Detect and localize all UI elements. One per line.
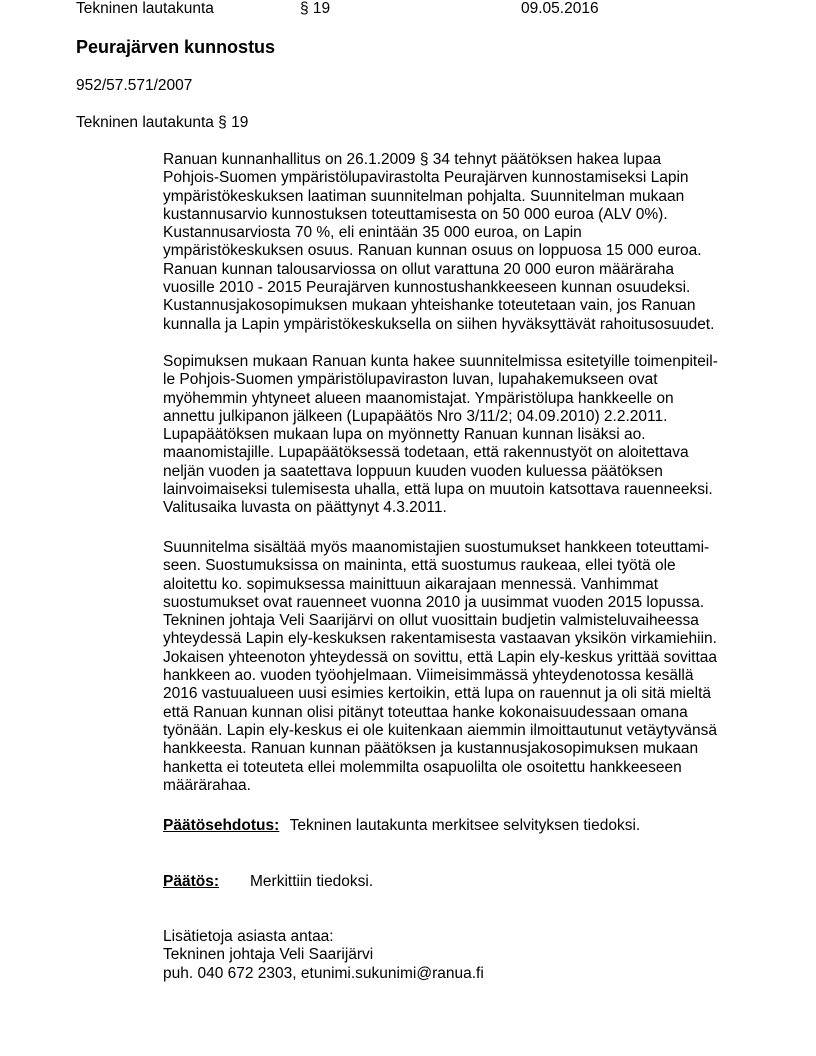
contact-line: puh. 040 672 2303, etunimi.sukunimi@ranua.fi [163, 964, 484, 982]
header-date: 09.05.2016 [521, 0, 599, 17]
decision [163, 873, 219, 891]
paragraph-line: ympäristökeskuksen osuus. Ranuan kunnan osuus on loppuosa 15 000 euroa. [163, 242, 702, 260]
paragraph-line: työnään. Lapin ely-keskus ei ole kuitenkaan aiemmin ilmoittautunut vetäytyvänsä [163, 721, 718, 739]
paragraph-line: Valitusaika luvasta on päättynyt 4.3.2011. [163, 499, 447, 517]
paragraph-1 [163, 151, 714, 334]
paragraph-line: Sopimuksen mukaan Ranuan kunta hakee suunnitelmissa esitetyille toimenpiteil- [163, 353, 718, 370]
paragraph-line: Pohjois-Suomen ympäristölupavirastolta Peurajärven kunnostamiseksi Lapin [163, 169, 689, 187]
contact-line: Lisätietoja asiasta antaa: [163, 928, 334, 945]
paragraph-line: 2016 vastuualueen uusi esimies kertoikin, että lupa on rauennut ja oli sitä mieltä [163, 685, 711, 703]
paragraph-line: että Ranuan kunnan olisi pitänyt toteuttaa hanke kokonaisuudessaan omana [163, 703, 688, 721]
paragraph-3 [163, 539, 717, 795]
case-number: 952/57.571/2007 [76, 77, 193, 94]
paragraph-line: Kustannusarviosta 70 %, eli enintään 35 000 euroa, on Lapin [163, 224, 582, 242]
header-section: § 19 [300, 0, 331, 17]
paragraph-line: kunnalla ja Lapin ympäristökeskuksella on siihen hyväksyttävät rahoitusosuudet. [163, 315, 715, 333]
proposal-label: Päätösehdotus: [163, 817, 280, 834]
paragraph-line: määrärahaa. [163, 776, 251, 794]
paragraph-line: vuosille 2010 - 2015 Peurajärven kunnostushankkeeseen kunnan osuudeksi. [163, 279, 691, 297]
paragraph-line: hankkeesta. Ranuan kunnan päätöksen ja kustannusjakosopimuksen mukaan [163, 740, 699, 758]
paragraph-line: maanomistajille. Lupapäätöksessä todetaan, että rakennustyöt on aloitettava [163, 444, 689, 462]
paragraph-line: ympäristökeskuksen laatiman suunnitelman pohjalta. Suunnitelman mukaan [163, 187, 685, 205]
paragraph-line: Ranuan kunnan talousarviossa on ollut varattuna 20 000 euron määräraha [163, 260, 674, 278]
decision-text: Merkittiin tiedoksi. [250, 873, 374, 890]
page-title: Peurajärven kunnostus [76, 37, 276, 57]
paragraph-line: kustannusarvio kunnostuksen toteuttamisesta on 50 000 euroa (ALV 0%). [163, 205, 668, 223]
decision-label: Päätös: [163, 873, 219, 890]
body-reference: Tekninen lautakunta § 19 [76, 114, 249, 131]
paragraph-line: hanketta ei toteuteta ellei molemmilta osapuolilta ole osoitettu hankkeeseen [163, 758, 682, 776]
paragraph-line: suostumukset ovat rauenneet vuonna 2010 ja uusimmat vuoden 2015 lopussa. [163, 593, 705, 611]
paragraph-line: lainvoimaiseksi tulemisesta uhalla, että lupa on muutoin katsottava rauenneeksi. [163, 481, 713, 499]
paragraph-line: Kustannusjakosopimuksen mukaan yhteishanke toteutetaan vain, jos Ranuan [163, 297, 696, 315]
header-committee: Tekninen lautakunta [76, 0, 214, 17]
proposal-text: Tekninen lautakunta merkitsee selvityksen tiedoksi. [289, 817, 641, 834]
paragraph-line: le Pohjois-Suomen ympäristölupaviraston luvan, lupahakemukseen ovat [163, 371, 658, 389]
paragraph-line: hankkeen ao. vuoden työohjelmaan. Viimeisimmässä yhteydenotossa kesällä [163, 667, 694, 685]
contact-line: Tekninen johtaja Veli Saarijärvi [163, 946, 374, 964]
contact-info [163, 928, 484, 983]
paragraph-line: Jokaisen yhteenoton yhteydessä on sovittu, että Lapin ely-keskus yrittää sovittaa [163, 648, 718, 666]
paragraph-line: seen. Suostumuksissa on maininta, että suostumus raukeaa, ellei työtä ole [163, 557, 676, 575]
paragraph-line: Suunnitelma sisältää myös maanomistajien suostumukset hankkeen toteuttami- [163, 539, 710, 556]
paragraph-line: Ranuan kunnanhallitus on 26.1.2009 § 34 tehnyt päätöksen hakea lupaa [163, 151, 662, 168]
paragraph-line: myöhemmin yhtyneet alueen maanomistajat. Ympäristölupa hankkeelle on [163, 389, 674, 407]
paragraph-line: neljän vuoden ja saatettava loppuun kuuden vuoden kuluessa päätöksen [163, 462, 663, 480]
paragraph-line: Lupapäätöksen mukaan lupa on myönnetty Ranuan kunnan lisäksi ao. [163, 426, 646, 444]
paragraph-line: Tekninen johtaja Veli Saarijärvi on ollut vuosittain budjetin valmisteluvaiheessa [163, 612, 699, 630]
proposal [163, 817, 640, 835]
paragraph-line: annettu julkipanon jälkeen (Lupapäätös Nro 3/11/2; 04.09.2010) 2.2.2011. [163, 407, 668, 425]
paragraph-2 [163, 353, 718, 518]
paragraph-line: yhteydessä Lapin ely-keskuksen rakentamisesta vastaavan yksikön virkamiehiin. [163, 630, 717, 648]
paragraph-line: aloitettu ko. sopimuksessa mainittuun aikarajaan mennessä. Vanhimmat [163, 575, 659, 593]
